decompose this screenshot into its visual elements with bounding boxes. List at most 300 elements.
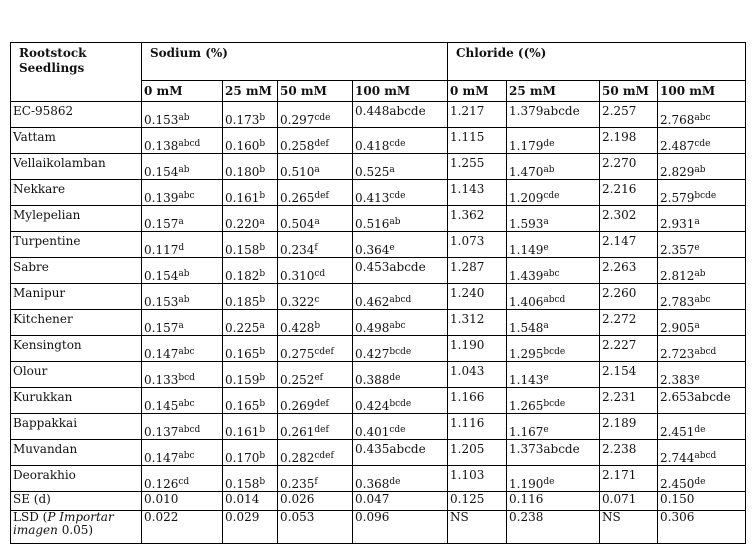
lsd-value: NS: [448, 511, 507, 544]
significance-letters: a: [259, 321, 265, 331]
value-cell: [600, 232, 658, 258]
significance-letters: b: [259, 243, 266, 253]
significance-letters: e: [543, 425, 549, 435]
cell-value: 2.257: [602, 104, 637, 118]
significance-letters: b: [314, 321, 321, 331]
value-cell: [223, 440, 278, 466]
table-body: [11, 102, 746, 492]
cell-value: 0.261: [280, 425, 315, 439]
table-row: [11, 440, 746, 466]
significance-letters: a: [389, 165, 395, 175]
significance-letters: abcd: [694, 451, 717, 461]
significance-letters: abc: [694, 295, 711, 305]
lsd-italic: P Importar imagen: [13, 510, 114, 537]
lsd-row: [11, 511, 746, 544]
table-row: [11, 466, 746, 492]
value-cell: [600, 102, 658, 128]
cell-value: 1.593: [509, 217, 544, 231]
value-cell: [142, 258, 223, 284]
cell-value: 2.171: [602, 468, 637, 482]
lsd-value: 0.029: [223, 511, 278, 544]
value-cell: [142, 180, 223, 206]
cell-value: 0.252: [280, 373, 315, 387]
sodium-conc-header: 25 mM: [223, 81, 278, 102]
rootstock-name: Deorakhio: [11, 466, 142, 492]
table-row: [11, 128, 746, 154]
cell-value: 2.723: [660, 347, 695, 361]
value-cell: [278, 388, 353, 414]
value-cell: [353, 232, 448, 258]
cell-value: 0.185: [225, 295, 260, 309]
significance-letters: cde: [389, 139, 406, 149]
significance-letters: def: [314, 139, 329, 149]
cell-value: 2.238: [602, 442, 637, 456]
significance-letters: de: [543, 139, 555, 149]
value-cell: [353, 440, 448, 466]
cell-value: 2.783: [660, 295, 695, 309]
significance-letters: b: [259, 425, 266, 435]
table-row: [11, 102, 746, 128]
value-cell: [507, 232, 600, 258]
cell-value: 1.043: [450, 364, 485, 378]
value-cell: [448, 388, 507, 414]
cell-value: 0.139: [144, 191, 179, 205]
significance-letters: bcd: [178, 373, 195, 383]
cell-value: 1.190: [450, 338, 485, 352]
lsd-suffix: 0.05): [57, 523, 94, 537]
lsd-value: NS: [600, 511, 658, 544]
value-cell: [278, 310, 353, 336]
value-cell: [278, 466, 353, 492]
value-cell: [507, 310, 600, 336]
cell-value: 2.451: [660, 425, 695, 439]
value-cell: [658, 440, 746, 466]
rootstock-name: Kurukkan: [11, 388, 142, 414]
significance-letters: ab: [389, 217, 401, 227]
data-table-container: [10, 42, 746, 544]
value-cell: [600, 310, 658, 336]
cell-value: 0.258: [280, 139, 315, 153]
table-row: [11, 154, 746, 180]
value-cell: [448, 128, 507, 154]
table-row: [11, 362, 746, 388]
cell-value: 0.147: [144, 451, 179, 465]
value-cell: [142, 310, 223, 336]
se-value: 0.047: [353, 492, 448, 511]
cell-value: 2.231: [602, 390, 637, 404]
significance-letters: e: [694, 373, 700, 383]
significance-letters: b: [259, 451, 266, 461]
significance-letters: cdef: [314, 451, 334, 461]
rootstock-name: Kitchener: [11, 310, 142, 336]
value-cell: [223, 466, 278, 492]
significance-letters: abcd: [543, 295, 566, 305]
value-cell: [142, 128, 223, 154]
value-cell: [507, 388, 600, 414]
significance-letters: bcde: [694, 191, 717, 201]
cell-value: 2.579: [660, 191, 695, 205]
value-cell: [600, 154, 658, 180]
cell-value: 0.153: [144, 113, 179, 127]
cell-value: 0.153: [144, 295, 179, 309]
value-cell: [448, 154, 507, 180]
value-cell: [223, 180, 278, 206]
cell-value: 1.373abcde: [509, 442, 580, 456]
cell-value: 1.149: [509, 243, 544, 257]
significance-letters: a: [314, 165, 320, 175]
cell-value: 0.435abcde: [355, 442, 426, 456]
value-cell: [353, 414, 448, 440]
value-cell: [507, 414, 600, 440]
table-row: [11, 206, 746, 232]
value-cell: [658, 284, 746, 310]
value-cell: [600, 414, 658, 440]
chloride-header: Chloride ((%): [448, 43, 746, 81]
rootstock-name: Turpentine: [11, 232, 142, 258]
value-cell: [448, 258, 507, 284]
value-cell: [658, 102, 746, 128]
table-row: [11, 414, 746, 440]
value-cell: [142, 388, 223, 414]
cell-value: 0.220: [225, 217, 260, 231]
value-cell: [600, 440, 658, 466]
cell-value: 0.126: [144, 477, 179, 491]
rootstock-name: Kensington: [11, 336, 142, 362]
value-cell: [448, 414, 507, 440]
value-cell: [658, 466, 746, 492]
rootstock-name: Vattam: [11, 128, 142, 154]
lsd-value: 0.022: [142, 511, 223, 544]
cell-value: 1.217: [450, 104, 485, 118]
cell-value: 0.161: [225, 425, 260, 439]
lsd-value: 0.096: [353, 511, 448, 544]
significance-letters: b: [259, 477, 266, 487]
cell-value: 2.768: [660, 113, 695, 127]
value-cell: [658, 362, 746, 388]
value-cell: [142, 414, 223, 440]
cell-value: 1.143: [509, 373, 544, 387]
value-cell: [507, 180, 600, 206]
value-cell: [600, 258, 658, 284]
value-cell: [223, 310, 278, 336]
se-value: 0.026: [278, 492, 353, 511]
se-value: 0.125: [448, 492, 507, 511]
value-cell: [600, 180, 658, 206]
significance-letters: de: [389, 477, 401, 487]
value-cell: [448, 102, 507, 128]
value-cell: [353, 258, 448, 284]
cell-value: 0.453abcde: [355, 260, 426, 274]
significance-letters: b: [259, 113, 266, 123]
value-cell: [223, 154, 278, 180]
cell-value: 2.154: [602, 364, 637, 378]
chloride-conc-header: 0 mM: [448, 81, 507, 102]
cell-value: 0.510: [280, 165, 315, 179]
cell-value: 1.265: [509, 399, 544, 413]
cell-value: 2.189: [602, 416, 637, 430]
cell-value: 1.209: [509, 191, 544, 205]
significance-letters: c: [314, 295, 320, 305]
table-row: [11, 232, 746, 258]
cell-value: 1.295: [509, 347, 544, 361]
significance-letters: f: [314, 477, 318, 487]
value-cell: [507, 206, 600, 232]
significance-letters: cde: [389, 191, 406, 201]
value-cell: [353, 284, 448, 310]
significance-letters: b: [259, 295, 266, 305]
significance-letters: cde: [389, 425, 406, 435]
table-footer: [11, 492, 746, 544]
value-cell: [448, 362, 507, 388]
significance-letters: abcd: [694, 347, 717, 357]
value-cell: [278, 336, 353, 362]
se-label: SE (d): [11, 492, 142, 511]
cell-value: 1.166: [450, 390, 485, 404]
value-cell: [223, 102, 278, 128]
se-value: 0.150: [658, 492, 746, 511]
significance-letters: de: [694, 477, 706, 487]
cell-value: 0.147: [144, 347, 179, 361]
cell-value: 0.225: [225, 321, 260, 335]
significance-letters: e: [543, 243, 549, 253]
cell-value: 0.157: [144, 321, 179, 335]
cell-value: 2.216: [602, 182, 637, 196]
sodium-conc-header: 0 mM: [142, 81, 223, 102]
cell-value: 0.269: [280, 399, 315, 413]
significance-letters: abc: [178, 347, 195, 357]
significance-letters: cdef: [314, 347, 334, 357]
significance-letters: b: [259, 347, 266, 357]
value-cell: [223, 232, 278, 258]
significance-letters: e: [543, 373, 549, 383]
cell-value: 0.159: [225, 373, 260, 387]
cell-value: 0.275: [280, 347, 315, 361]
significance-letters: a: [259, 217, 265, 227]
value-cell: [278, 414, 353, 440]
value-cell: [353, 466, 448, 492]
value-cell: [142, 232, 223, 258]
value-cell: [278, 440, 353, 466]
cell-value: 0.161: [225, 191, 260, 205]
value-cell: [353, 388, 448, 414]
value-cell: [353, 154, 448, 180]
value-cell: [658, 388, 746, 414]
cell-value: 0.504: [280, 217, 315, 231]
rootstock-ion-table: [10, 42, 746, 544]
cell-value: 1.312: [450, 312, 485, 326]
significance-letters: e: [694, 243, 700, 253]
value-cell: [223, 128, 278, 154]
value-cell: [448, 466, 507, 492]
significance-letters: abc: [694, 113, 711, 123]
table-row: [11, 284, 746, 310]
cell-value: 2.744: [660, 451, 695, 465]
table-row: [11, 310, 746, 336]
significance-letters: def: [314, 399, 329, 409]
significance-letters: b: [259, 139, 266, 149]
cell-value: 1.287: [450, 260, 485, 274]
cell-value: 0.158: [225, 243, 260, 257]
value-cell: [353, 336, 448, 362]
lsd-value: 0.306: [658, 511, 746, 544]
significance-letters: d: [178, 243, 185, 253]
value-cell: [658, 258, 746, 284]
table-header: [11, 43, 746, 102]
significance-letters: abcd: [178, 139, 201, 149]
significance-letters: abc: [389, 321, 406, 331]
rootstock-name: Olour: [11, 362, 142, 388]
significance-letters: b: [259, 269, 266, 279]
value-cell: [278, 284, 353, 310]
value-cell: [223, 414, 278, 440]
significance-letters: cd: [314, 269, 326, 279]
cell-value: 2.302: [602, 208, 637, 222]
cell-value: 2.270: [602, 156, 637, 170]
cell-value: 1.167: [509, 425, 544, 439]
se-value: 0.014: [223, 492, 278, 511]
value-cell: [353, 102, 448, 128]
value-cell: [448, 206, 507, 232]
cell-value: 0.368: [355, 477, 390, 491]
value-cell: [658, 232, 746, 258]
cell-value: 0.154: [144, 165, 179, 179]
value-cell: [142, 362, 223, 388]
significance-letters: f: [314, 243, 318, 253]
value-cell: [353, 206, 448, 232]
significance-letters: abc: [178, 191, 195, 201]
value-cell: [600, 362, 658, 388]
cell-value: 0.424: [355, 399, 390, 413]
value-cell: [507, 284, 600, 310]
value-cell: [600, 284, 658, 310]
cell-value: 2.653abcde: [660, 390, 731, 404]
cell-value: 0.428: [280, 321, 315, 335]
significance-letters: ab: [178, 113, 190, 123]
table-row: [11, 180, 746, 206]
value-cell: [278, 232, 353, 258]
significance-letters: def: [314, 425, 329, 435]
value-cell: [223, 388, 278, 414]
lsd-value: 0.238: [507, 511, 600, 544]
se-value: 0.116: [507, 492, 600, 511]
cell-value: 0.154: [144, 269, 179, 283]
cell-value: 0.265: [280, 191, 315, 205]
significance-letters: abc: [178, 451, 195, 461]
significance-letters: cde: [694, 139, 711, 149]
cell-value: 0.297: [280, 113, 315, 127]
lsd-value: 0.053: [278, 511, 353, 544]
cell-value: 1.548: [509, 321, 544, 335]
rootstock-name: Vellaikolamban: [11, 154, 142, 180]
cell-value: 2.357: [660, 243, 695, 257]
se-value: 0.010: [142, 492, 223, 511]
cell-value: 1.190: [509, 477, 544, 491]
rootstock-name: Bappakkai: [11, 414, 142, 440]
chloride-conc-header: 25 mM: [507, 81, 600, 102]
value-cell: [223, 284, 278, 310]
chloride-conc-header: 100 mM: [658, 81, 746, 102]
cell-value: 0.160: [225, 139, 260, 153]
rootstock-name: Mylepelian: [11, 206, 142, 232]
cell-value: 2.905: [660, 321, 695, 335]
value-cell: [507, 440, 600, 466]
cell-value: 0.158: [225, 477, 260, 491]
value-cell: [278, 180, 353, 206]
value-cell: [278, 258, 353, 284]
significance-letters: b: [259, 373, 266, 383]
value-cell: [353, 310, 448, 336]
cell-value: 1.362: [450, 208, 485, 222]
significance-letters: bcde: [543, 399, 566, 409]
cell-value: 0.170: [225, 451, 260, 465]
cell-value: 0.182: [225, 269, 260, 283]
significance-letters: cde: [543, 191, 560, 201]
rootstock-name: Sabre: [11, 258, 142, 284]
cell-value: 1.179: [509, 139, 544, 153]
lsd-prefix: LSD (: [13, 510, 48, 524]
significance-letters: a: [543, 217, 549, 227]
value-cell: [658, 128, 746, 154]
cell-value: 1.470: [509, 165, 544, 179]
value-cell: [600, 206, 658, 232]
significance-letters: bcde: [389, 347, 412, 357]
cell-value: 0.282: [280, 451, 315, 465]
cell-value: 0.165: [225, 399, 260, 413]
cell-value: 2.272: [602, 312, 637, 326]
rootstock-name: EC-95862: [11, 102, 142, 128]
value-cell: [223, 206, 278, 232]
value-cell: [448, 232, 507, 258]
value-cell: [142, 102, 223, 128]
value-cell: [353, 180, 448, 206]
cell-value: 2.931: [660, 217, 695, 231]
cell-value: 1.439: [509, 269, 544, 283]
value-cell: [142, 284, 223, 310]
value-cell: [507, 466, 600, 492]
value-cell: [142, 206, 223, 232]
cell-value: 2.450: [660, 477, 695, 491]
cell-value: 2.829: [660, 165, 695, 179]
cell-value: 1.255: [450, 156, 485, 170]
value-cell: [353, 362, 448, 388]
significance-letters: bcde: [543, 347, 566, 357]
value-cell: [507, 336, 600, 362]
cell-value: 2.263: [602, 260, 637, 274]
cell-value: 2.260: [602, 286, 637, 300]
cell-value: 0.388: [355, 373, 390, 387]
significance-letters: ab: [694, 165, 706, 175]
rootstock-header: Rootstock Seedlings: [11, 43, 142, 102]
se-row: [11, 492, 746, 511]
table-row: [11, 388, 746, 414]
cell-value: 1.115: [450, 130, 485, 144]
cell-value: 2.812: [660, 269, 695, 283]
cell-value: 0.180: [225, 165, 260, 179]
cell-value: 1.205: [450, 442, 485, 456]
sodium-conc-header: 100 mM: [353, 81, 448, 102]
value-cell: [658, 310, 746, 336]
significance-letters: cde: [314, 113, 331, 123]
cell-value: 1.116: [450, 416, 485, 430]
significance-letters: abc: [178, 399, 195, 409]
cell-value: 1.073: [450, 234, 485, 248]
value-cell: [507, 362, 600, 388]
value-cell: [658, 206, 746, 232]
cell-value: 0.448abcde: [355, 104, 426, 118]
value-cell: [278, 154, 353, 180]
value-cell: [658, 336, 746, 362]
value-cell: [507, 258, 600, 284]
